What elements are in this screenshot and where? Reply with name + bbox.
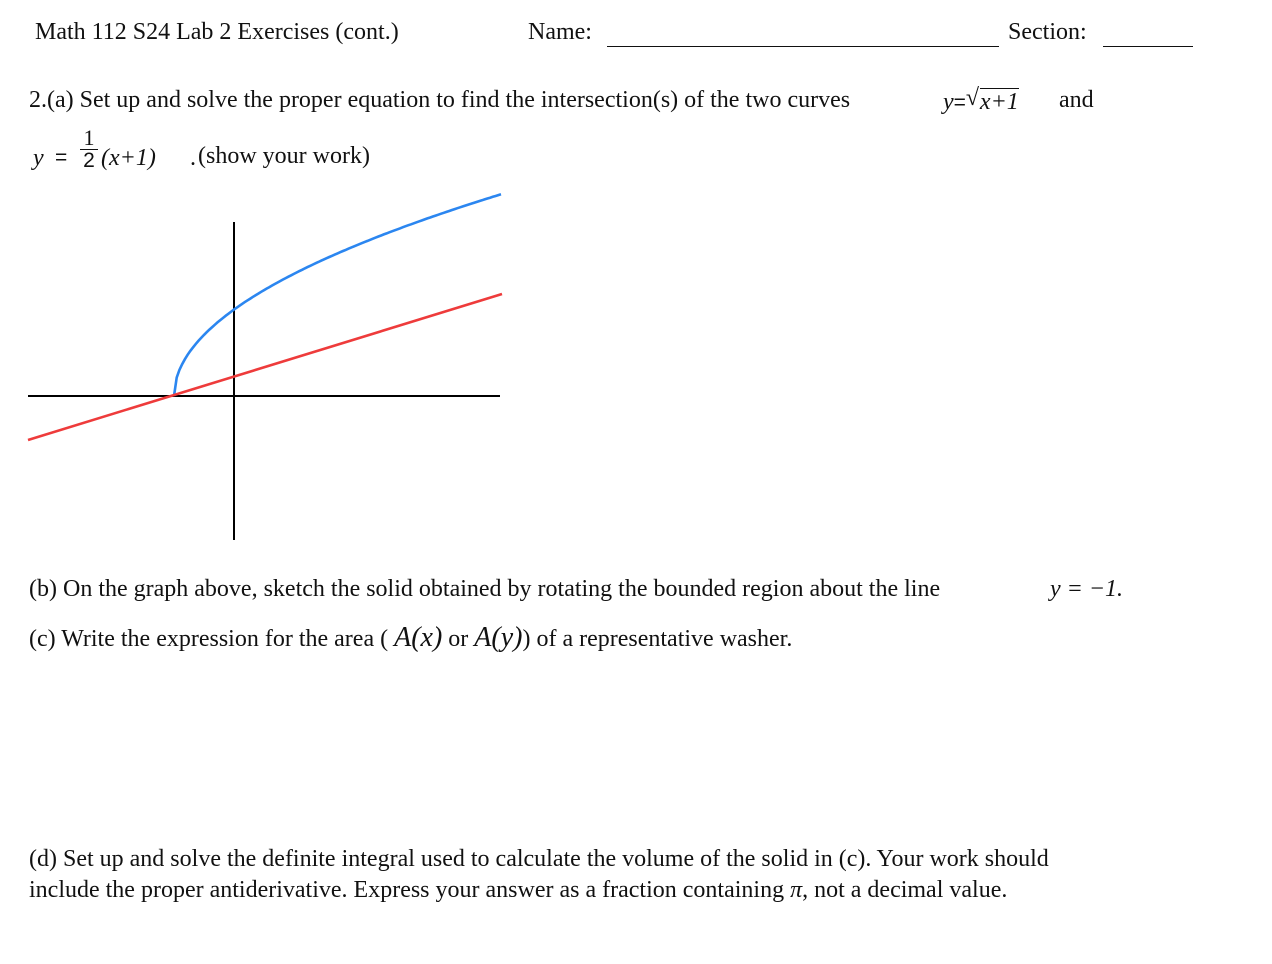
- pi-symbol: π: [790, 877, 803, 903]
- curve2-equals: =: [55, 146, 68, 169]
- fraction-denominator: 2: [83, 149, 95, 172]
- show-work-text: (show your work): [198, 143, 370, 169]
- part-a-text: 2.(a) Set up and solve the proper equation to find the intersection(s) of the two curves: [29, 87, 851, 113]
- curve2-period: .: [190, 145, 196, 171]
- name-label: Name:: [528, 19, 592, 45]
- part-c-line: [29, 624, 792, 652]
- part-d-line1: (d) Set up and solve the definite integral used to calculate the volume of the solid in (c). Your work should: [29, 846, 1049, 872]
- part-d-line2-a: include the proper antiderivative. Express your answer as a fraction containing: [29, 877, 785, 903]
- linear-curve: [28, 294, 502, 440]
- curve1-y: y: [943, 89, 954, 115]
- part-c-suffix: ) of a representative washer.: [522, 626, 793, 652]
- sqrt-curve: [174, 194, 501, 396]
- part-d-line2-b: , not a decimal value.: [802, 877, 1008, 903]
- part-d-line2: [29, 878, 1007, 902]
- part-c-ay: A(y): [474, 622, 523, 653]
- and-text: and: [1059, 87, 1094, 113]
- part-c-or: or: [448, 626, 469, 652]
- curve1-radicand: x+1: [979, 89, 1019, 115]
- curve2-y: y: [33, 145, 44, 171]
- section-label: Section:: [1008, 19, 1087, 45]
- sqrt-symbol: √ x+1: [965, 85, 1019, 115]
- part-c-ax: A(x): [394, 622, 443, 653]
- curve2-paren-expr: (x+1): [101, 145, 156, 171]
- fraction-numerator: 1: [80, 127, 98, 150]
- curve1-equals: =: [953, 91, 966, 114]
- part-c-prefix: (c) Write the expression for the area (: [29, 626, 389, 652]
- part-b-math: y = −1.: [1050, 576, 1124, 602]
- part-b-text: (b) On the graph above, sketch the solid obtained by rotating the bounded region about the line: [29, 576, 941, 602]
- worksheet-title: Math 112 S24 Lab 2 Exercises (cont.): [35, 19, 399, 45]
